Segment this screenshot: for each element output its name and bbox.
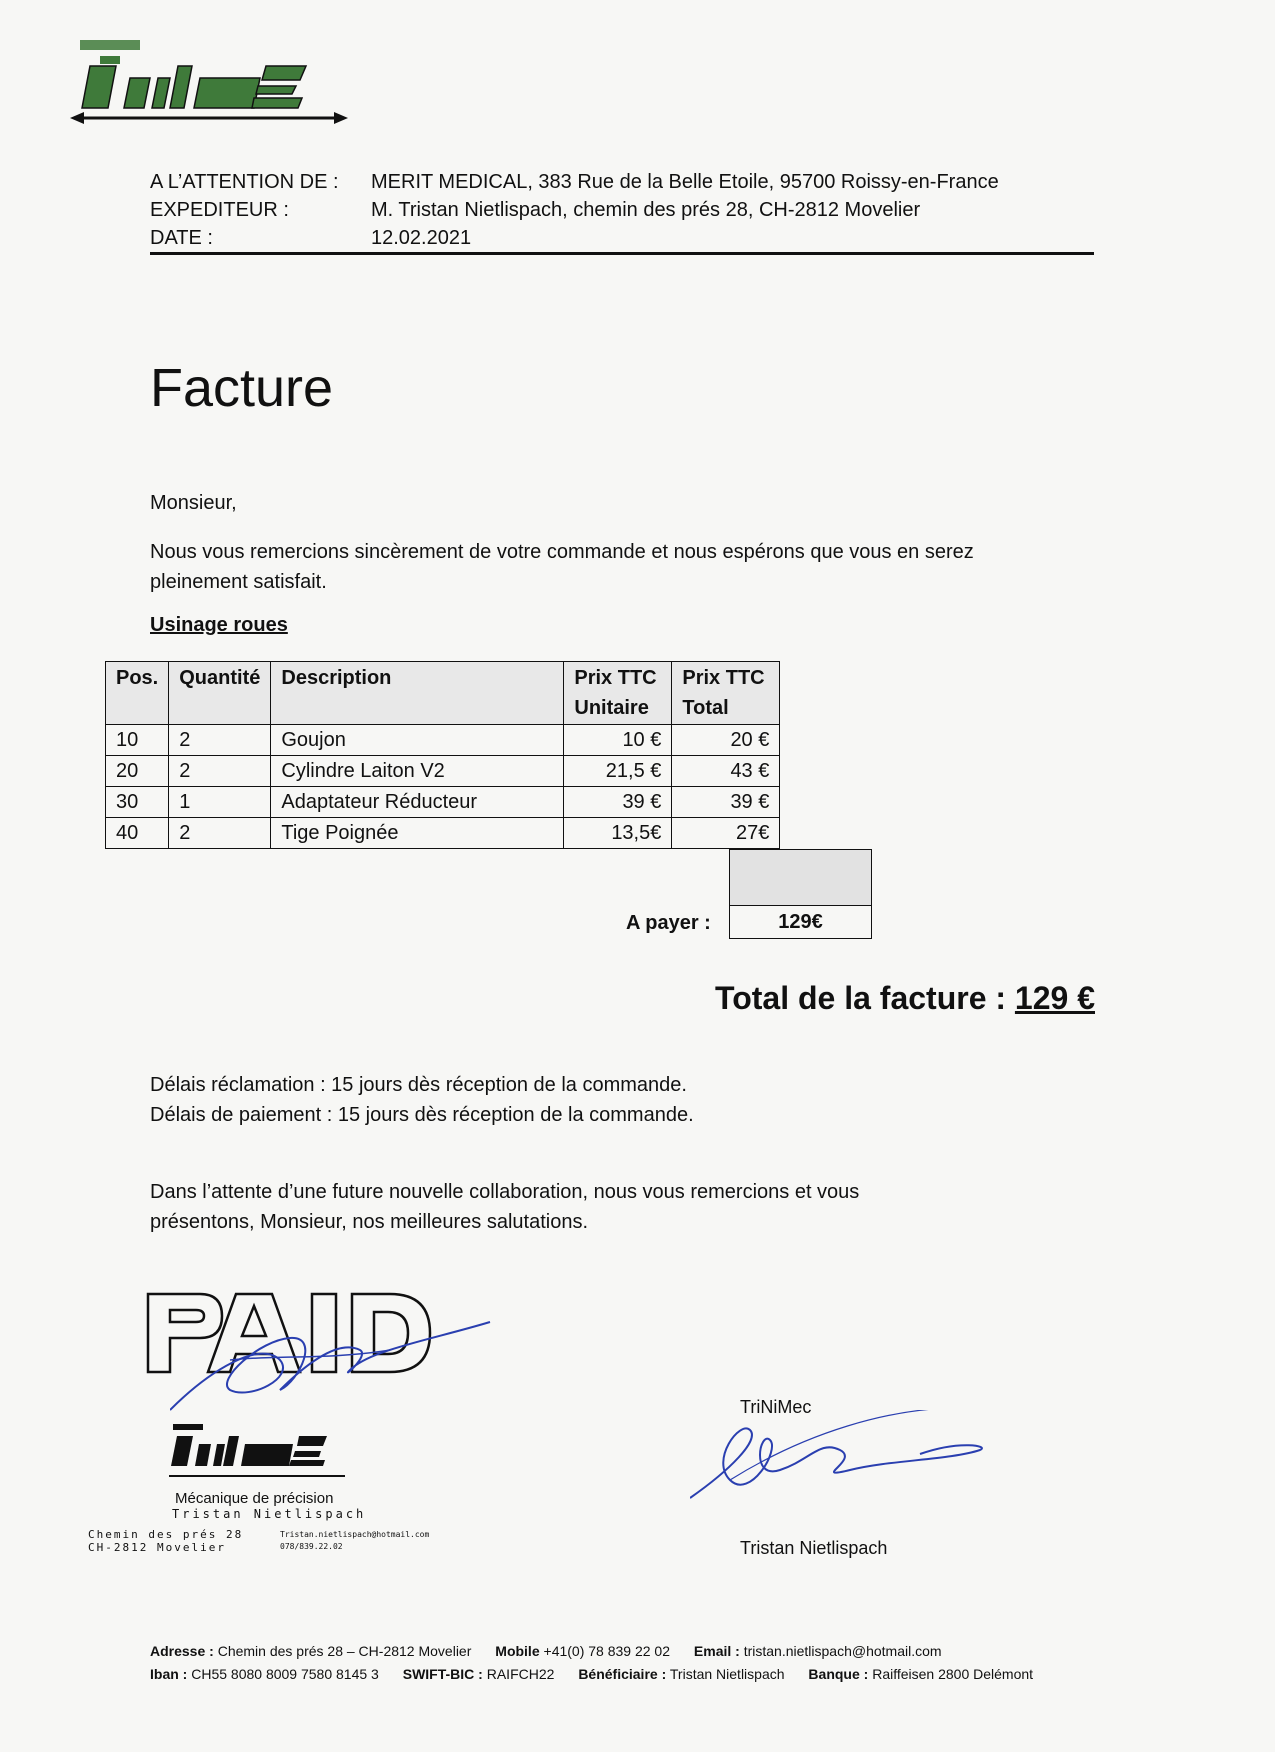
footer-line-2: Iban : CH55 8080 8009 7580 8145 3 SWIFT-BIC : RAIFCH22 Bénéficiaire : Tristan Nietlispach Banque : Raiffeisen 2800 Delémont	[150, 1666, 1034, 1682]
document-title: Facture	[150, 358, 334, 418]
cell-total-price: 39 €	[672, 787, 780, 818]
payment-terms: Délais de paiement : 15 jours dès réception de la commande.	[150, 1104, 694, 1126]
signer-name: Tristan Nietlispach	[740, 1538, 888, 1558]
header-label: DATE :	[150, 227, 213, 249]
col-header-total-price: Prix TTC Total	[672, 662, 780, 725]
closing-line-2: présentons, Monsieur, nos meilleures salutations.	[150, 1211, 589, 1233]
col-header-qty: Quantité	[169, 662, 271, 725]
cell-desc: Adaptateur Réducteur	[271, 787, 564, 818]
stamp-phone: 078/839.22.02	[280, 1542, 343, 1551]
cell-qty: 2	[169, 818, 271, 849]
header-divider	[150, 252, 1094, 255]
amount-due-label: A payer :	[626, 912, 711, 934]
table-row	[106, 725, 780, 756]
cell-total-price: 43 €	[672, 756, 780, 787]
cell-pos: 40	[106, 818, 169, 849]
closing-line-1: Dans l’attente d’une future nouvelle collaboration, nous vous remercions et vous	[150, 1181, 860, 1203]
claims-terms: Délais réclamation : 15 jours dès réception de la commande.	[150, 1074, 687, 1096]
cell-pos: 30	[106, 787, 169, 818]
cell-unit-price: 21,5 €	[564, 756, 672, 787]
table-row	[106, 756, 780, 787]
cell-pos: 10	[106, 725, 169, 756]
stamp-tagline: Mécanique de précision	[175, 1490, 334, 1507]
col-header-pos: Pos.	[106, 662, 169, 725]
items-table	[105, 661, 780, 849]
table-row	[106, 787, 780, 818]
intro-line-2: pleinement satisfait.	[150, 571, 327, 593]
header-label: EXPEDITEUR :	[150, 199, 289, 221]
stamp-signature	[170, 1300, 500, 1430]
table-header-row	[106, 662, 780, 725]
subtotal-blank-cell	[729, 849, 872, 906]
cell-pos: 20	[106, 756, 169, 787]
footer-line-1: Adresse : Chemin des prés 28 – CH-2812 Movelier Mobile +41(0) 78 839 22 02 Email : tristan.nietlispach@hotmail.com	[150, 1643, 942, 1659]
table-row	[106, 818, 780, 849]
cell-total-price: 27€	[672, 818, 780, 849]
stamp-logo	[165, 1424, 365, 1488]
invoice-total	[715, 978, 1095, 1018]
cell-qty: 1	[169, 787, 271, 818]
stamp-address-line-2: CH-2812 Movelier	[88, 1541, 226, 1554]
signature-company: TriNiMec	[740, 1397, 812, 1417]
invoice-total-amount: 129 €	[1014, 980, 1095, 1016]
company-logo	[70, 36, 350, 128]
cell-unit-price: 39 €	[564, 787, 672, 818]
section-title: Usinage roues	[150, 614, 288, 636]
header-value: MERIT MEDICAL, 383 Rue de la Belle Etoile, 95700 Roissy-en-France	[371, 171, 999, 193]
cell-desc: Goujon	[271, 725, 564, 756]
col-header-desc: Description	[271, 662, 564, 725]
header-label: A L’ATTENTION DE :	[150, 171, 339, 193]
intro-line-1: Nous vous remercions sincèrement de votre commande et nous espérons que vous en serez	[150, 541, 974, 563]
header-value: M. Tristan Nietlispach, chemin des prés 28, CH-2812 Movelier	[371, 199, 921, 221]
handwritten-signature	[690, 1410, 990, 1520]
cell-qty: 2	[169, 756, 271, 787]
greeting: Monsieur,	[150, 492, 237, 514]
cell-qty: 2	[169, 725, 271, 756]
cell-unit-price: 10 €	[564, 725, 672, 756]
cell-unit-price: 13,5€	[564, 818, 672, 849]
stamp-email: Tristan.nietlispach@hotmail.com	[280, 1530, 430, 1539]
cell-desc: Cylindre Laiton V2	[271, 756, 564, 787]
cell-desc: Tige Poignée	[271, 818, 564, 849]
stamp-address-line-1: Chemin des prés 28	[88, 1528, 244, 1541]
header-value: 12.02.2021	[371, 227, 472, 249]
col-header-unit-price: Prix TTC Unitaire	[564, 662, 672, 725]
amount-due-value: 129€	[729, 905, 872, 939]
invoice-total-label: Total de la facture :	[715, 980, 1007, 1016]
stamp-owner: Tristan Nietlispach	[172, 1507, 367, 1521]
cell-total-price: 20 €	[672, 725, 780, 756]
